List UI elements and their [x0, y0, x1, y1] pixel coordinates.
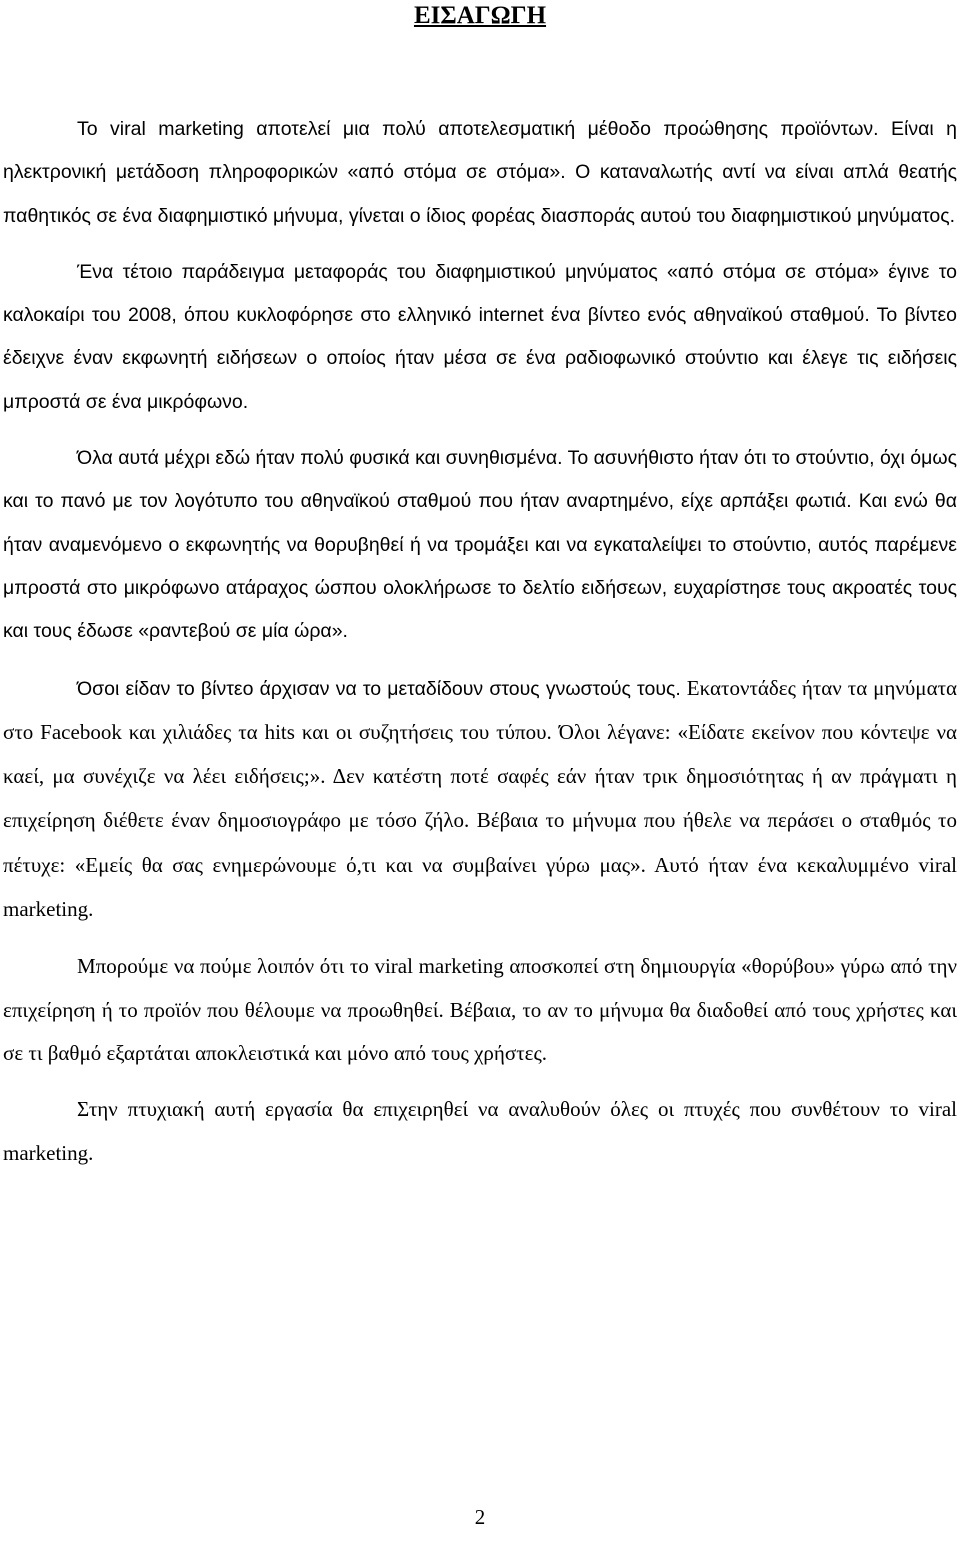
- paragraph-5: Μπορούμε να πούμε λοιπόν ότι το viral marketing αποσκοπεί στη δημιουργία «θορύβου» γύρω από την επιχείρηση ή το προϊόν που θέλουμε να προωθηθεί. Βέβαια, το αν το μήνυμα θα διαδοθεί από τους χρήστες και σε τι βαθμό εξαρτάται αποκλειστικά και μόνο από τους χρήστες.: [3, 954, 957, 1065]
- paragraph-4-rest: Εκατοντάδες ήταν τα μηνύματα στο Facebook και χιλιάδες τα hits και οι συζητήσεις του τύπου. Όλοι λέγανε: «Είδατε εκείνον που κόντεψε να καεί, μα συνέχιζε να λέει ειδήσεις;». Δεν κατέστη ποτέ σαφές εάν ήταν τρικ δημοσιότητας ή αν πράγματι η επιχείρηση διέθετε έναν δημοσιογράφο με τόσο ζήλο. Βέβαια το μήνυμα που ήθελε να περάσει ο σταθμός το πέτυχε: «Εμείς θα σας ενημερώνουμε ό,τι και να συμβαίνει γύρω μας». Αυτό ήταν ένα κεκαλυμμένο viral marketing.: [3, 675, 958, 922]
- paragraph-1: Το viral marketing αποτελεί μια πολύ αποτελεσματική μέθοδο προώθησης προϊόντων. Είναι η ηλεκτρονική μετάδοση πληροφορικών «από στόμα σε στόμα». Ο καταναλωτής αντί να είναι απλά θεατής παθητικός σε ένα διαφημιστικό μήνυμα, γίνεται ο ίδιος φορέας διασποράς αυτού του διαφημιστικού μηνύματος.: [3, 118, 957, 227]
- paragraph-4: [3, 667, 957, 933]
- paragraph-2: Ένα τέτοιο παράδειγμα μεταφοράς του διαφημιστικού μηνύματος «από στόμα σε στόμα» έγινε το καλοκαίρι του 2008, όπου κυκλοφόρησε στο ελληνικό internet ένα βίντεο ενός αθηναϊκού σταθμού. Το βίντεο έδειχνε έναν εκφωνητή ειδήσεων ο οποίος ήταν μέσα σε ένα ραδιοφωνικό στούντιο και έλεγε τις ειδήσεις μπροστά σε ένα μικρόφωνο.: [3, 260, 957, 413]
- paragraph-6: Στην πτυχιακή αυτή εργασία θα επιχειρηθεί να αναλυθούν όλες οι πτυχές που συνθέτουν το viral marketing.: [3, 1097, 957, 1165]
- paragraph-4-lead: Όσοι είδαν το βίντεο άρχισαν να το μεταδίδουν στους γνωστούς τους.: [77, 677, 681, 700]
- page-title: ΕΙΣΑΓΩΓΗ: [413, 2, 547, 29]
- page-number: 2: [474, 1505, 486, 1529]
- paragraph-3: Όλα αυτά μέχρι εδώ ήταν πολύ φυσικά και συνηθισμένα. Το ασυνήθιστο ήταν ότι το στούντιο, όχι όμως και το πανό με τον λογότυπο του αθηναϊκού σταθμού που ήταν αναρτημένο, είχε αρπάξει φωτιά. Και ενώ θα ήταν αναμενόμενο ο εκφωνητής να θορυβηθεί ή να τρομάξει και να εγκαταλείψει το στούντιο, αυτός παρέμενε μπροστά στο μικρόφωνο ατάραχος ώσπου ολοκλήρωσε το δελτίο ειδήσεων, ευχαρίστησε τους ακροατές τους και τους έδωσε «ραντεβού σε μία ώρα».: [3, 447, 957, 643]
- body-text: [3, 108, 957, 1188]
